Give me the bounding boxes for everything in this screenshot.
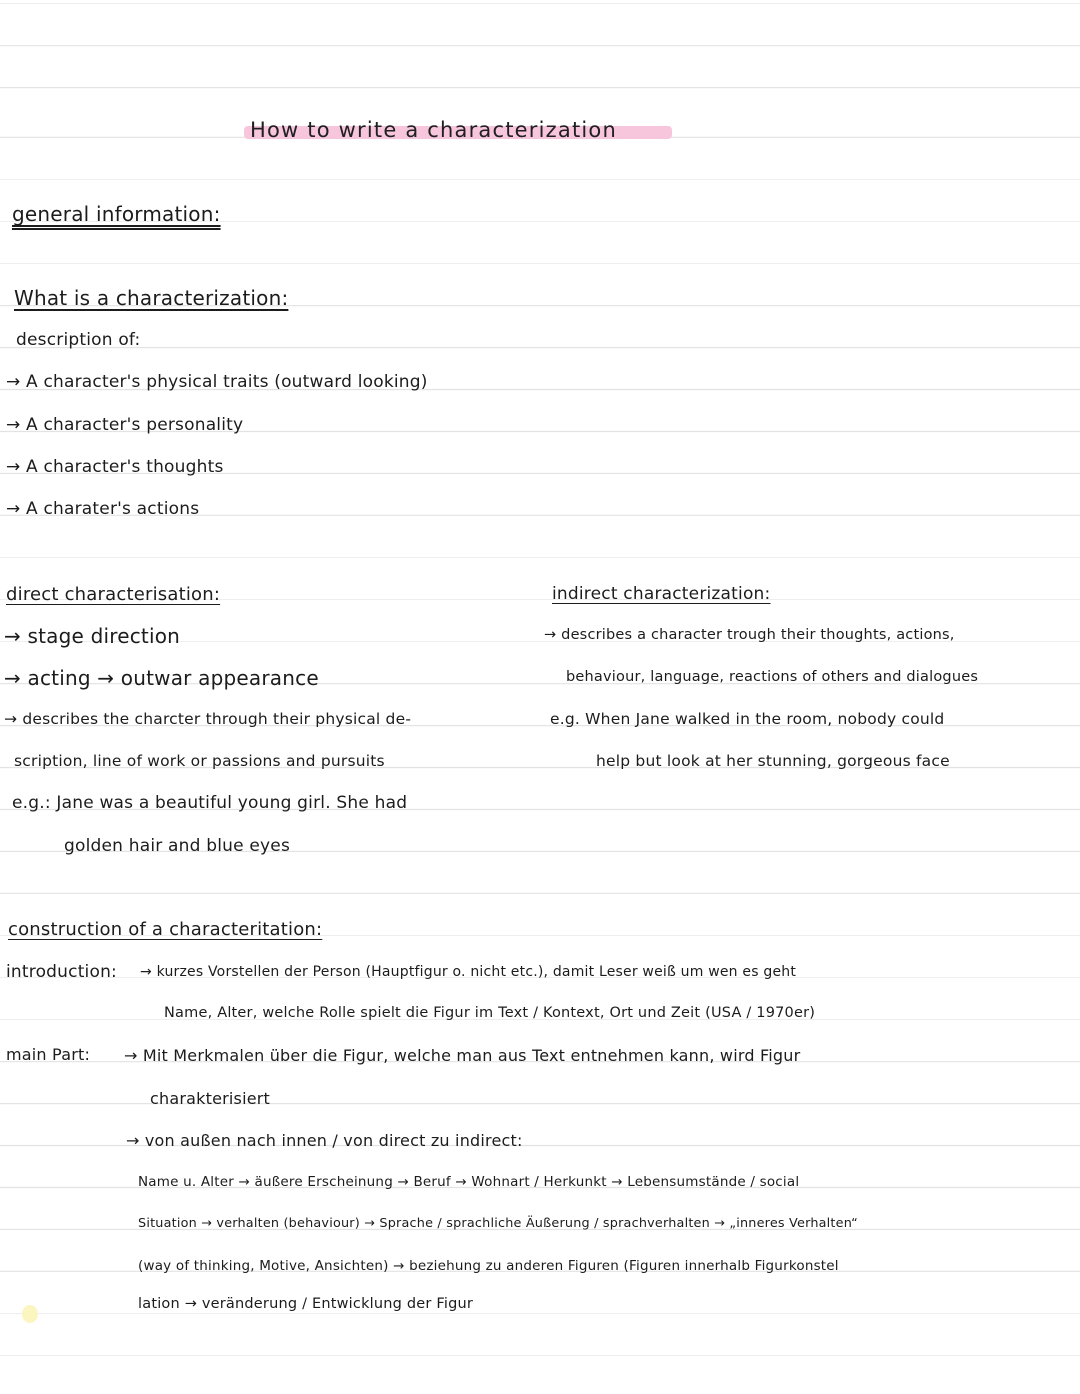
general-information-heading: general information: [12, 202, 221, 226]
direct-line: → describes the charcter through their physical de- [4, 710, 412, 728]
order-line: Name u. Alter → äußere Erscheinung → Beruf → Wohnart / Herkunkt → Lebensumstände / social [138, 1174, 800, 1190]
indirect-characterization-heading: indirect characterization: [552, 584, 771, 604]
indirect-line: behaviour, language, reactions of others and dialogues [566, 669, 979, 685]
indirect-line: help but look at her stunning, gorgeous face [596, 752, 950, 770]
direct-line: → stage direction [4, 624, 181, 648]
direct-characterisation-heading: direct characterisation: [6, 584, 221, 605]
direct-line: → acting → outwar appearance [4, 666, 319, 690]
what-is-item: → A character's personality [6, 415, 244, 435]
order-line: Situation → verhalten (behaviour) → Sprache / sprachliche Äußerung / sprachverhalten → „inneres Verhalten“ [138, 1216, 858, 1231]
what-is-item: → A charater's actions [6, 499, 200, 519]
highlighter-dot [22, 1305, 38, 1323]
what-is-heading: What is a characterization: [14, 286, 289, 310]
main-part-line: charakterisiert [150, 1089, 271, 1108]
what-is-intro: description of: [16, 330, 141, 350]
main-part-line: → von außen nach innen / von direct zu indirect: [126, 1131, 523, 1150]
construction-heading: construction of a characteritation: [8, 919, 323, 940]
what-is-item: → A character's thoughts [6, 457, 224, 477]
main-part-line: → Mit Merkmalen über die Figur, welche man aus Text entnehmen kann, wird Figur [124, 1046, 801, 1065]
direct-line: e.g.: Jane was a beautiful young girl. She had [12, 793, 408, 813]
direct-line: golden hair and blue eyes [64, 836, 291, 856]
main-part-label: main Part: [6, 1045, 91, 1064]
introduction-label: introduction: [6, 962, 117, 982]
direct-line: scription, line of work or passions and pursuits [14, 752, 385, 770]
order-line: (way of thinking, Motive, Ansichten) → beziehung zu anderen Figuren (Figuren innerhalb Figurkonstel [138, 1258, 839, 1274]
indirect-line: → describes a character trough their thoughts, actions, [544, 627, 955, 643]
introduction-line: → kurzes Vorstellen der Person (Hauptfigur o. nicht etc.), damit Leser weiß um wen es geht [140, 964, 797, 980]
page-title: How to write a characterization [250, 118, 617, 142]
indirect-line: e.g. When Jane walked in the room, nobody could [550, 710, 945, 728]
order-line: lation → veränderung / Entwicklung der Figur [138, 1296, 474, 1312]
what-is-item: → A character's physical traits (outward looking) [6, 372, 428, 392]
introduction-line: Name, Alter, welche Rolle spielt die Figur im Text / Kontext, Ort und Zeit (USA / 1970er) [164, 1005, 816, 1021]
